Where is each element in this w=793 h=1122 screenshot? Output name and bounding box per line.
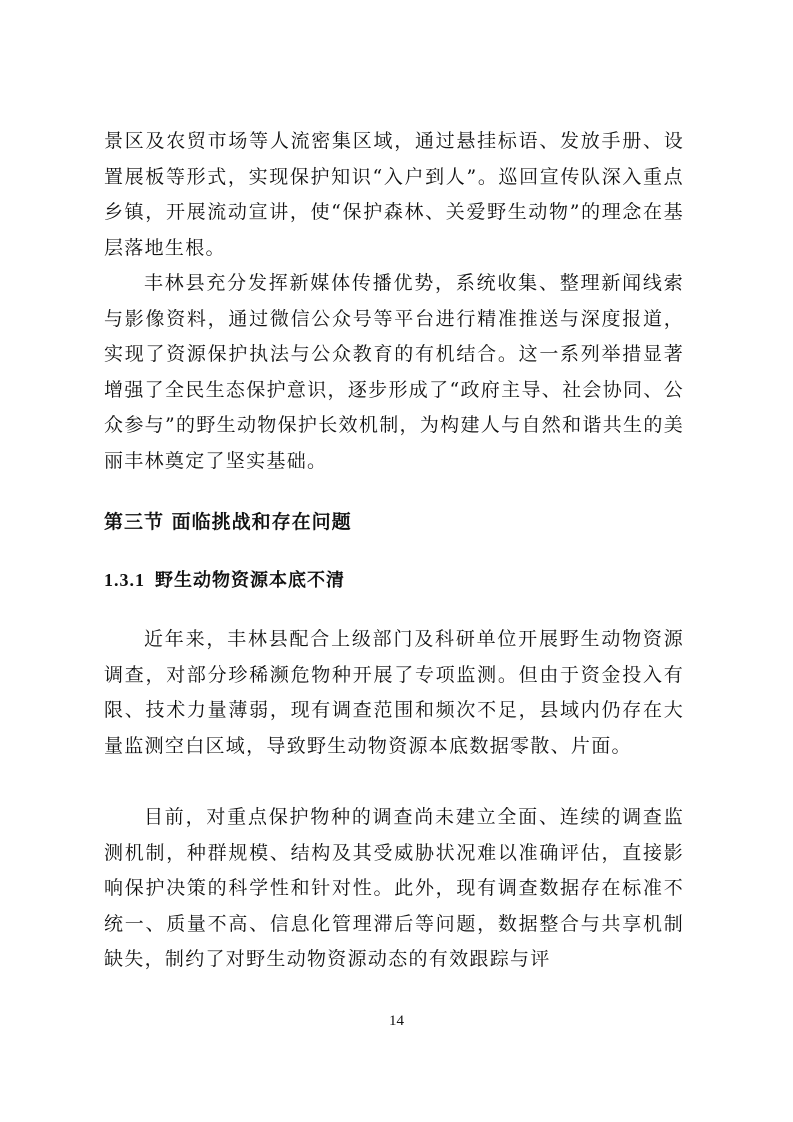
paragraph-monitoring-issues: 目前，对重点保护物种的调查尚未建立全面、连续的调查监测机制，种群规模、结构及其受威胁状况难以准确评估，直接影响保护决策的科学性和针对性。此外，现有调查数据存在标准不统一、质量不高、信息化管理滞后等问题，数据整合与共享机制缺失，制约了对野生动物资源动态的有效跟踪与评 xyxy=(104,806,684,970)
subsection-number: 1.3.1 xyxy=(104,570,145,590)
paragraph-promotion-continued: 景区及农贸市场等人流密集区域，通过悬挂标语、发放手册、设置展板等形式，实现保护知识“入户到人”。巡回宣传队深入重点乡镇，开展流动宣讲，使“保护森林、关爱野生动物”的理念在基层落地生根。 xyxy=(104,130,684,259)
subsection-heading xyxy=(104,566,345,592)
page-number: 14 xyxy=(389,1013,404,1029)
subsection-title: 野生动物资源本底不清 xyxy=(155,570,345,591)
section-heading: 第三节 面临挑战和存在问题 xyxy=(104,511,352,533)
paragraph-new-media: 丰林县充分发挥新媒体传播优势，系统收集、整理新闻线索与影像资料，通过微信公众号等平台进行精准推送与深度报道，实现了资源保护执法与公众教育的有机结合。这一系列举措显著增强了全民生态保护意识，逐步形成了“政府主导、社会协同、公众参与”的野生动物保护长效机制，为构建人与自然和谐共生的美丽丰林奠定了坚实基础。 xyxy=(104,272,684,472)
paragraph-survey-status: 近年来，丰林县配合上级部门及科研单位开展野生动物资源调查，对部分珍稀濒危物种开展了专项监测。但由于资金投入有限、技术力量薄弱，现有调查范围和频次不足，县域内仍存在大量监测空白区域，导致野生动物资源本底数据零散、片面。 xyxy=(104,628,684,757)
